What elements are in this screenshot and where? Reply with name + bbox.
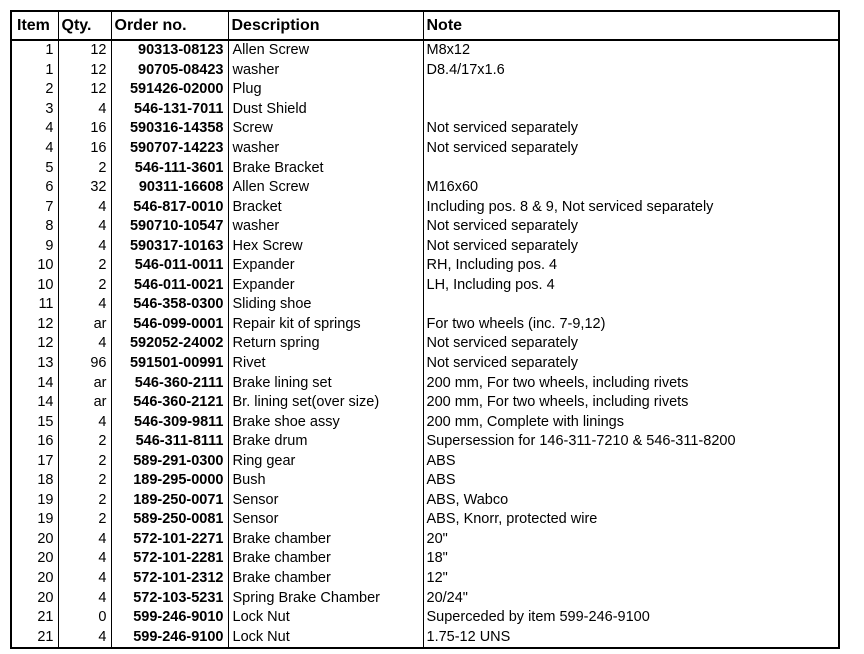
note-cell: Including pos. 8 & 9, Not serviced separately [426, 198, 714, 215]
item-cell: 4 [11, 119, 58, 139]
table-header [11, 11, 839, 40]
order-no-cell: 572-101-2312 [111, 569, 228, 589]
note-cell [423, 158, 839, 178]
note-cell: LH, Including pos. 4 [426, 276, 555, 293]
note-cell: Not serviced separately [426, 218, 579, 235]
header-note: Note [423, 11, 839, 40]
qty-cell: 4 [58, 627, 111, 648]
qty-cell: 4 [58, 217, 111, 237]
order-no-cell: 590707-14223 [111, 139, 228, 159]
table-row [11, 530, 839, 550]
note-cell: Not serviced separately [426, 335, 579, 352]
qty-cell: 2 [58, 256, 111, 276]
qty-cell: 32 [58, 178, 111, 198]
item-cell: 15 [11, 412, 58, 432]
table-row [11, 471, 839, 491]
table-row [11, 295, 839, 315]
qty-cell: 4 [58, 412, 111, 432]
note-cell: RH, Including pos. 4 [426, 257, 558, 274]
description-cell: Dust Shield [228, 100, 423, 120]
order-no-cell: 590710-10547 [111, 217, 228, 237]
description-cell: Repair kit of springs [228, 315, 423, 335]
order-no-cell: 589-250-0081 [111, 510, 228, 530]
item-cell: 4 [11, 139, 58, 159]
note-cell: ABS [426, 452, 456, 469]
note-cell: ABS, Wabco [426, 491, 509, 508]
header-description: Description [228, 11, 423, 40]
table-row [11, 373, 839, 393]
item-cell: 7 [11, 197, 58, 217]
table-row [11, 315, 839, 335]
table-row [11, 608, 839, 628]
note-cell: D8.4/17x1.6 [426, 61, 505, 78]
table-row [11, 393, 839, 413]
qty-cell: 12 [58, 40, 111, 61]
description-cell: Br. lining set(over size) [228, 393, 423, 413]
table-row [11, 256, 839, 276]
description-cell: washer [228, 217, 423, 237]
description-cell: Sliding shoe [228, 295, 423, 315]
item-cell: 12 [11, 315, 58, 335]
item-cell: 9 [11, 236, 58, 256]
item-cell: 17 [11, 451, 58, 471]
order-no-cell: 546-360-2111 [111, 373, 228, 393]
item-cell: 21 [11, 608, 58, 628]
qty-cell: 2 [58, 432, 111, 452]
description-cell: Sensor [228, 491, 423, 511]
description-cell: Return spring [228, 334, 423, 354]
order-no-cell: 546-131-7011 [111, 100, 228, 120]
description-cell: Brake chamber [228, 530, 423, 550]
order-no-cell: 590316-14358 [111, 119, 228, 139]
description-cell: Brake lining set [228, 373, 423, 393]
item-cell: 21 [11, 627, 58, 648]
note-cell: M8x12 [426, 42, 471, 59]
note-cell [423, 80, 839, 100]
item-cell: 14 [11, 373, 58, 393]
table-row [11, 61, 839, 81]
qty-cell: 4 [58, 236, 111, 256]
table-row [11, 178, 839, 198]
order-no-cell: 546-360-2121 [111, 393, 228, 413]
item-cell: 11 [11, 295, 58, 315]
description-cell: Allen Screw [228, 178, 423, 198]
qty-cell: 0 [58, 608, 111, 628]
order-no-cell: 546-309-9811 [111, 412, 228, 432]
order-no-cell: 572-101-2281 [111, 549, 228, 569]
note-cell: ABS [426, 472, 456, 489]
order-no-cell: 572-101-2271 [111, 530, 228, 550]
description-cell: Spring Brake Chamber [228, 588, 423, 608]
order-no-cell: 599-246-9100 [111, 627, 228, 648]
description-cell: Bush [228, 471, 423, 491]
order-no-cell: 590317-10163 [111, 236, 228, 256]
note-cell: Superceded by item 599-246-9100 [426, 609, 650, 626]
table-row [11, 217, 839, 237]
order-no-cell: 189-250-0071 [111, 491, 228, 511]
order-no-cell: 189-295-0000 [111, 471, 228, 491]
note-cell: 20/24" [426, 589, 468, 606]
note-cell: 200 mm, For two wheels, including rivets [426, 394, 689, 411]
table-row [11, 510, 839, 530]
qty-cell: 4 [58, 197, 111, 217]
qty-cell: 4 [58, 295, 111, 315]
table-row [11, 119, 839, 139]
table-row [11, 549, 839, 569]
note-cell: 1.75-12 UNS [426, 628, 511, 645]
table-row [11, 197, 839, 217]
note-cell: 200 mm, For two wheels, including rivets [426, 374, 689, 391]
qty-cell: 2 [58, 510, 111, 530]
note-cell: 12" [426, 570, 448, 587]
table-row [11, 451, 839, 471]
parts-table [10, 10, 840, 649]
description-cell: washer [228, 61, 423, 81]
description-cell: Lock Nut [228, 608, 423, 628]
table-row [11, 412, 839, 432]
table-row [11, 236, 839, 256]
note-cell: For two wheels (inc. 7-9,12) [426, 315, 606, 332]
item-cell: 20 [11, 588, 58, 608]
note-cell: 200 mm, Complete with linings [426, 413, 624, 430]
qty-cell: 16 [58, 139, 111, 159]
order-no-cell: 546-011-0021 [111, 276, 228, 296]
qty-cell: 12 [58, 80, 111, 100]
order-no-cell: 546-011-0011 [111, 256, 228, 276]
item-cell: 6 [11, 178, 58, 198]
qty-cell: 4 [58, 549, 111, 569]
table-body [11, 40, 839, 648]
header-row [11, 11, 839, 40]
item-cell: 19 [11, 491, 58, 511]
qty-cell: 2 [58, 451, 111, 471]
order-no-cell: 546-358-0300 [111, 295, 228, 315]
description-cell: Sensor [228, 510, 423, 530]
qty-cell: 4 [58, 334, 111, 354]
description-cell: Plug [228, 80, 423, 100]
qty-cell: 4 [58, 530, 111, 550]
item-cell: 10 [11, 276, 58, 296]
order-no-cell: 90313-08123 [111, 40, 228, 61]
description-cell: Brake Bracket [228, 158, 423, 178]
description-cell: Allen Screw [228, 40, 423, 61]
order-no-cell: 90705-08423 [111, 61, 228, 81]
order-no-cell: 572-103-5231 [111, 588, 228, 608]
qty-cell: 2 [58, 491, 111, 511]
table-row [11, 100, 839, 120]
item-cell: 19 [11, 510, 58, 530]
table-row [11, 588, 839, 608]
item-cell: 5 [11, 158, 58, 178]
qty-cell: ar [58, 315, 111, 335]
order-no-cell: 546-311-8111 [111, 432, 228, 452]
description-cell: Ring gear [228, 451, 423, 471]
header-order-no: Order no. [111, 11, 228, 40]
table-row [11, 491, 839, 511]
qty-cell: 2 [58, 276, 111, 296]
item-cell: 20 [11, 530, 58, 550]
qty-cell: 4 [58, 588, 111, 608]
description-cell: Brake chamber [228, 549, 423, 569]
description-cell: Hex Screw [228, 236, 423, 256]
qty-cell: 12 [58, 61, 111, 81]
item-cell: 20 [11, 549, 58, 569]
description-cell: Bracket [228, 197, 423, 217]
note-cell: M16x60 [426, 179, 479, 196]
order-no-cell: 546-099-0001 [111, 315, 228, 335]
qty-cell: 2 [58, 158, 111, 178]
header-item: Item [11, 11, 58, 40]
table-row [11, 627, 839, 648]
item-cell: 20 [11, 569, 58, 589]
note-cell: Not serviced separately [426, 140, 579, 156]
item-cell: 16 [11, 432, 58, 452]
order-no-cell: 591426-02000 [111, 80, 228, 100]
qty-cell: 16 [58, 119, 111, 139]
table-row [11, 334, 839, 354]
order-no-cell: 90311-16608 [111, 178, 228, 198]
qty-cell: ar [58, 373, 111, 393]
header-qty: Qty. [58, 11, 111, 40]
note-cell: 20" [426, 530, 448, 547]
table-row [11, 354, 839, 374]
description-cell: Brake shoe assy [228, 412, 423, 432]
qty-cell: 4 [58, 100, 111, 120]
description-cell: Expander [228, 256, 423, 276]
order-no-cell: 589-291-0300 [111, 451, 228, 471]
note-cell: ABS, Knorr, protected wire [426, 511, 598, 528]
note-cell [423, 295, 839, 315]
order-no-cell: 592052-24002 [111, 334, 228, 354]
item-cell: 1 [11, 40, 58, 61]
description-cell: Rivet [228, 354, 423, 374]
description-cell: Screw [228, 119, 423, 139]
item-cell: 3 [11, 100, 58, 120]
description-cell: Brake drum [228, 432, 423, 452]
description-cell: washer [228, 139, 423, 159]
qty-cell: 4 [58, 569, 111, 589]
table-row [11, 276, 839, 296]
table-row [11, 80, 839, 100]
item-cell: 13 [11, 354, 58, 374]
order-no-cell: 591501-00991 [111, 354, 228, 374]
description-cell: Lock Nut [228, 627, 423, 648]
order-no-cell: 546-111-3601 [111, 158, 228, 178]
item-cell: 18 [11, 471, 58, 491]
order-no-cell: 546-817-0010 [111, 197, 228, 217]
note-cell: Not serviced separately [426, 237, 579, 254]
table-row [11, 158, 839, 178]
item-cell: 14 [11, 393, 58, 413]
qty-cell: 96 [58, 354, 111, 374]
note-cell: 18" [426, 550, 448, 567]
table-row [11, 40, 839, 61]
note-cell: Supersession for 146-311-7210 & 546-311-8200 [426, 433, 736, 450]
note-cell [423, 100, 839, 120]
table-row [11, 139, 839, 159]
item-cell: 1 [11, 61, 58, 81]
qty-cell: 2 [58, 471, 111, 491]
order-no-cell: 599-246-9010 [111, 608, 228, 628]
item-cell: 2 [11, 80, 58, 100]
description-cell: Expander [228, 276, 423, 296]
table-row [11, 569, 839, 589]
qty-cell: ar [58, 393, 111, 413]
table-row [11, 432, 839, 452]
item-cell: 12 [11, 334, 58, 354]
note-cell: Not serviced separately [426, 120, 579, 137]
item-cell: 8 [11, 217, 58, 237]
description-cell: Brake chamber [228, 569, 423, 589]
note-cell: Not serviced separately [426, 355, 579, 372]
item-cell: 10 [11, 256, 58, 276]
